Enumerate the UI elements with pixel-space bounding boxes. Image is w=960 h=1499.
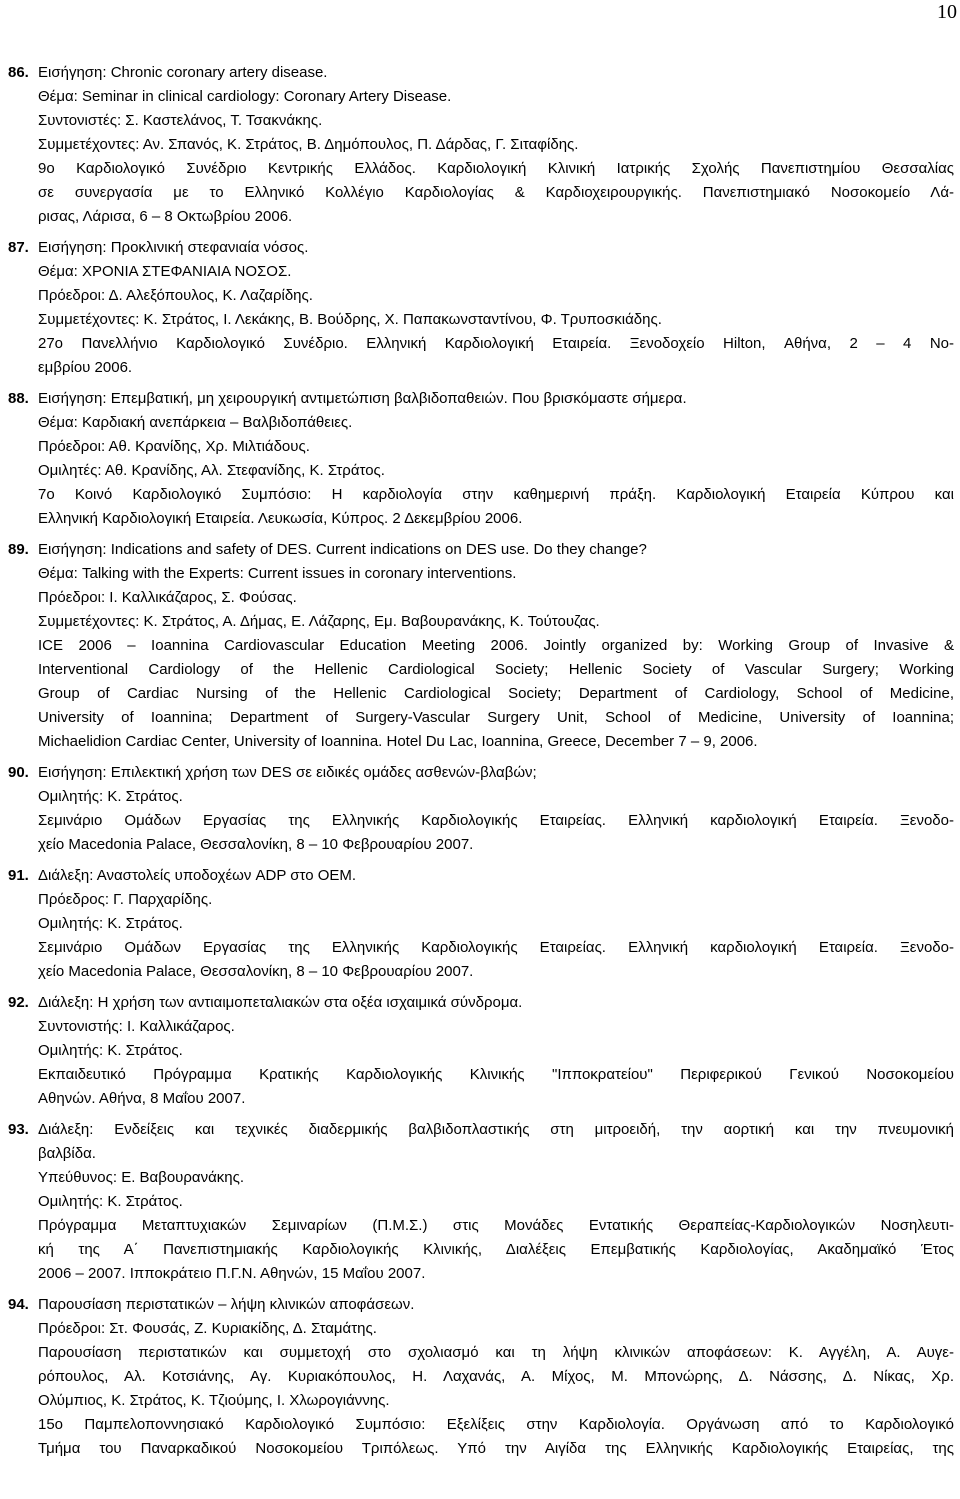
entry-line: Πρόεδροι: Στ. Φουσάς, Ζ. Κυριακίδης, Δ. Σταμάτης. bbox=[38, 1320, 377, 1337]
entry-line: Διάλεξη: Η χρήση των αντιαιμοπεταλιακών στα οξέα ισχαιμικά σύνδρομα. bbox=[38, 994, 523, 1011]
entry-line: 15ο Παμπελοποννησιακό Καρδιολογικό Συμπόσιο: Εξελίξεις στην Καρδιολογία. Οργάνωση από το Καρδιολογικό bbox=[38, 1416, 954, 1433]
entry-line: Θέμα: ΧΡΟΝΙΑ ΣΤΕΦΑΝΙΑΙΑ ΝΟΣΟΣ. bbox=[38, 263, 292, 280]
entry-line: 2006 – 2007. Ιπποκράτειο Π.Γ.Ν. Αθηνών, 15 Μαΐου 2007. bbox=[38, 1265, 426, 1282]
entry-item bbox=[8, 236, 954, 380]
entry-line: Εκπαιδευτικό Πρόγραμμα Κρατικής Καρδιολογικής Κλινικής "Ιπποκρατείου" Περιφερικού Γενικού Νοσοκομείου bbox=[38, 1066, 954, 1083]
entry-line: χείο Macedonia Palace, Θεσσαλονίκη, 8 – 10 Φεβρουαρίου 2007. bbox=[38, 836, 474, 853]
entry-line: Interventional Cardiology of the Hellenic Cardiological Society; Hellenic Society of Vascular Surgery; Working bbox=[38, 661, 954, 678]
entry-line: 27ο Πανελλήνιο Καρδιολογικό Συνέδριο. Ελληνική Καρδιολογική Εταιρεία. Ξενοδοχείο Hilton, Αθήνα, 2 – 4 Νο- bbox=[38, 335, 954, 352]
entry-line: University of Ioannina; Department of Surgery-Vascular Surgery Unit, School of Medicine, University of Ioannina; bbox=[38, 709, 954, 726]
entry-number: 89. bbox=[8, 541, 29, 558]
entry-line: Εισήγηση: Indications and safety of DES. Current indications on DES use. Do they change? bbox=[38, 541, 647, 558]
entry-line: Εισήγηση: Επιλεκτική χρήση των DES σε ειδικές ομάδες ασθενών-βλαβών; bbox=[38, 764, 537, 781]
entry-line: Θέμα: Καρδιακή ανεπάρκεια – Βαλβιδοπάθειες. bbox=[38, 414, 353, 431]
entry-number: 86. bbox=[8, 64, 29, 81]
entry-line: Πρόεδροι: Ι. Καλλικάζαρος, Σ. Φούσας. bbox=[38, 589, 297, 606]
entry-number: 90. bbox=[8, 764, 29, 781]
entry-item bbox=[8, 61, 954, 229]
entry-line: Συντονιστής: Ι. Καλλικάζαρος. bbox=[38, 1018, 235, 1035]
entry-line: Ομιλητής: Κ. Στράτος. bbox=[38, 1042, 183, 1059]
entry-line: Michaelidion Cardiac Center, University of Ioannina. Hotel Du Lac, Ioannina, Greece, December 7 – 9, 2006. bbox=[38, 733, 758, 750]
entry-number: 91. bbox=[8, 867, 29, 884]
entry-line: Συμμετέχοντες: Αν. Σπανός, Κ. Στράτος, Β. Δημόπουλος, Π. Δάρδας, Γ. Σιταφίδης. bbox=[38, 136, 579, 153]
entry-line: Παρουσίαση περιστατικών και συμμετοχή στο σχολιασμό και τη λήψη κλινικών αποφάσεων: Κ. Αγγέλη, Α. Αυγε- bbox=[38, 1344, 954, 1361]
entries-list bbox=[8, 61, 954, 1468]
entry-item bbox=[8, 991, 954, 1111]
entry-item bbox=[8, 864, 954, 984]
entry-number: 92. bbox=[8, 994, 29, 1011]
entry-line: Group of Cardiac Nursing of the Hellenic Cardiological Society; Department of Cardiology, School of Medicine, bbox=[38, 685, 954, 702]
entry-line: Ομιλητής: Κ. Στράτος. bbox=[38, 1193, 183, 1210]
entry-line: Σεμινάριο Ομάδων Εργασίας της Ελληνικής Καρδιολογικής Εταιρείας. Ελληνική καρδιολογική Εταιρεία. Ξενοδο- bbox=[38, 812, 954, 829]
entry-line: Θέμα: Talking with the Experts: Current issues in coronary interventions. bbox=[38, 565, 517, 582]
entry-line: Θέμα: Seminar in clinical cardiology: Coronary Artery Disease. bbox=[38, 88, 452, 105]
entry-line: Τμήμα του Παναρκαδικού Νοσοκομείου Τριπόλεως. Υπό την Αιγίδα της Ελληνικής Καρδιολογικής Εταιρείας, της bbox=[38, 1440, 954, 1457]
entry-number: 94. bbox=[8, 1296, 29, 1313]
entry-line: Διάλεξη: Αναστολείς υποδοχέων ADP στο ΟΕΜ. bbox=[38, 867, 357, 884]
entry-line: Πρόγραμμα Μεταπτυχιακών Σεμιναρίων (Π.Μ.Σ.) στις Μονάδες Εντατικής Θεραπείας-Καρδιολογικών Νοσηλευτι- bbox=[38, 1217, 954, 1234]
entry-line: Εισήγηση: Chronic coronary artery disease. bbox=[38, 64, 328, 81]
entry-line: Πρόεδροι: Δ. Αλεξόπουλος, Κ. Λαζαρίδης. bbox=[38, 287, 313, 304]
entry-line: χείο Macedonia Palace, Θεσσαλονίκη, 8 – 10 Φεβρουαρίου 2007. bbox=[38, 963, 474, 980]
entry-line: Ομιλητές: Αθ. Κρανίδης, Αλ. Στεφανίδης, Κ. Στράτος. bbox=[38, 462, 385, 479]
entry-line: Συμμετέχοντες: Κ. Στράτος, Α. Δήμας, Ε. Λάζαρης, Εμ. Βαβουρανάκης, Κ. Τούτουζας. bbox=[38, 613, 600, 630]
entry-item bbox=[8, 1118, 954, 1286]
entry-line: Αθηνών. Αθήνα, 8 Μαΐου 2007. bbox=[38, 1090, 246, 1107]
entry-line: Ομιλητής: Κ. Στράτος. bbox=[38, 915, 183, 932]
entry-line: κή της Α΄ Πανεπιστημιακής Καρδιολογικής Κλινικής, Διαλέξεις Επεμβατικής Καρδιολογίας, Ακαδημαϊκό Έτος bbox=[38, 1241, 954, 1258]
entry-line: 7ο Κοινό Καρδιολογικό Συμπόσιο: Η καρδιολογία στην καθημερινή πράξη. Καρδιολογική Εταιρεία Κύπρου και bbox=[38, 486, 954, 503]
entry-item bbox=[8, 761, 954, 857]
entry-number: 93. bbox=[8, 1121, 29, 1138]
entry-line: Σεμινάριο Ομάδων Εργασίας της Ελληνικής Καρδιολογικής Εταιρείας. Ελληνική καρδιολογική Εταιρεία. Ξενοδο- bbox=[38, 939, 954, 956]
entry-line: βαλβίδα. bbox=[38, 1145, 96, 1162]
entry-number: 87. bbox=[8, 239, 29, 256]
entry-line: Συντονιστές: Σ. Καστελάνος, Τ. Τσακνάκης. bbox=[38, 112, 323, 129]
entry-line: Πρόεδρος: Γ. Παρχαρίδης. bbox=[38, 891, 213, 908]
entry-line: Υπεύθυνος: Ε. Βαβουρανάκης. bbox=[38, 1169, 245, 1186]
entry-line: Εισήγηση: Προκλινική στεφανιαία νόσος. bbox=[38, 239, 309, 256]
entry-line: Ομιλητής: Κ. Στράτος. bbox=[38, 788, 183, 805]
entry-item bbox=[8, 538, 954, 754]
entry-line: Ολύμπιος, Κ. Στράτος, Κ. Τζιούμης, Ι. Χλωρογιάννης. bbox=[38, 1392, 390, 1409]
entry-number: 88. bbox=[8, 390, 29, 407]
entry-line: Συμμετέχοντες: Κ. Στράτος, Ι. Λεκάκης, Β. Βούδρης, Χ. Παπακωνσταντίνου, Φ. Τρυποσκιάδης. bbox=[38, 311, 662, 328]
entry-line: ρισας, Λάρισα, 6 – 8 Οκτωβρίου 2006. bbox=[38, 208, 293, 225]
entry-line: σε συνεργασία με το Ελληνικό Κολλέγιο Καρδιολογίας & Καρδιοχειρουργικής. Πανεπιστημιακό Νοσοκομείο Λά- bbox=[38, 184, 954, 201]
entry-line: Διάλεξη: Ενδείξεις και τεχνικές διαδερμικής βαλβιδοπλαστικής στη μιτροειδή, την αορτική και την πνευμονική bbox=[38, 1121, 954, 1138]
page-number: 10 bbox=[937, 1, 957, 23]
entry-line: 9ο Καρδιολογικό Συνέδριο Κεντρικής Ελλάδος. Καρδιολογική Κλινική Ιατρικής Σχολής Πανεπιστημίου Θεσσαλίας bbox=[38, 160, 954, 177]
entry-line: ICE 2006 – Ioannina Cardiovascular Education Meeting 2006. Jointly organized by: Working Group of Invasive & bbox=[38, 637, 954, 654]
entry-line: Πρόεδροι: Αθ. Κρανίδης, Χρ. Μιλτιάδους. bbox=[38, 438, 310, 455]
entry-line: Ελληνική Καρδιολογική Εταιρεία. Λευκωσία, Κύπρος. 2 Δεκεμβρίου 2006. bbox=[38, 510, 523, 527]
entry-line: ρόπουλος, Αλ. Κοτσιάνης, Αγ. Κυριακόπουλος, Η. Λαχανάς, Α. Μίχος, Μ. Μπονώρης, Δ. Νάσσης, Δ. Νίκας, Χρ. bbox=[38, 1368, 954, 1385]
entry-item bbox=[8, 387, 954, 531]
entry-line: εμβρίου 2006. bbox=[38, 359, 133, 376]
entry-line: Παρουσίαση περιστατικών – λήψη κλινικών αποφάσεων. bbox=[38, 1296, 415, 1313]
entry-item bbox=[8, 1293, 954, 1461]
entry-line: Εισήγηση: Επεμβατική, μη χειρουργική αντιμετώπιση βαλβιδοπαθειών. Που βρισκόμαστε σήμερα. bbox=[38, 390, 687, 407]
